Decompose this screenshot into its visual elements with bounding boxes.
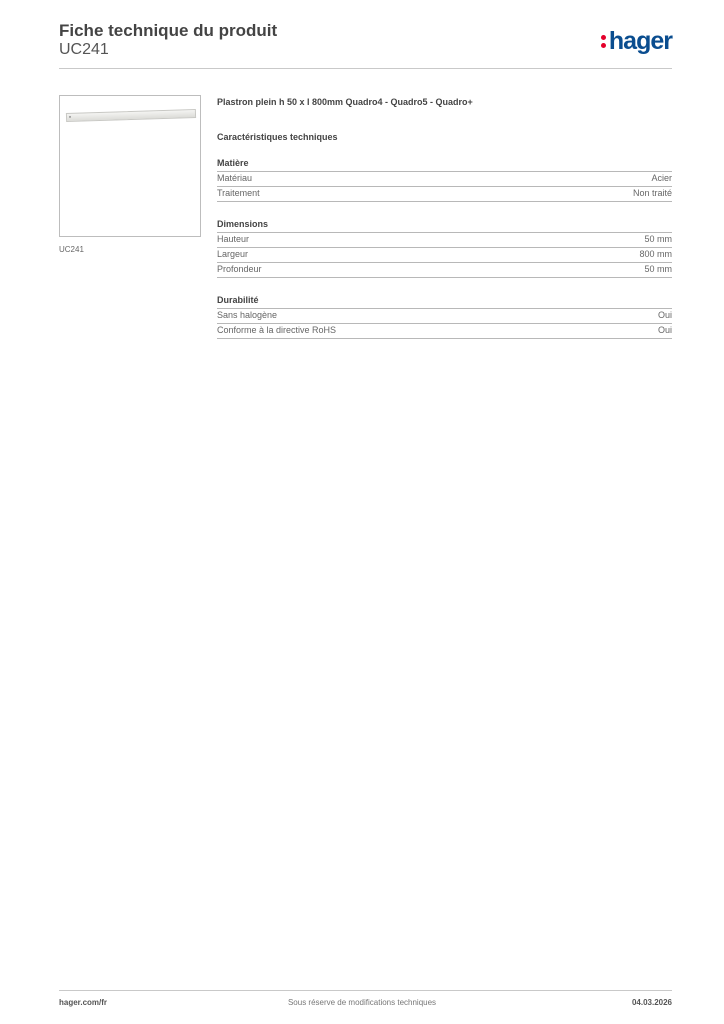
front-plate-picture: [66, 109, 196, 122]
logo-text: hager: [608, 27, 672, 55]
spec-label: Hauteur: [217, 234, 250, 244]
page-title: Fiche technique du produit: [59, 21, 278, 40]
spec-value: Acier: [651, 173, 672, 183]
spec-group-dimensions: [217, 219, 672, 278]
spec-value: 50 mm: [644, 234, 672, 244]
spec-row: [217, 263, 672, 278]
spec-value: 50 mm: [644, 264, 672, 274]
image-caption: UC241: [59, 245, 84, 254]
header-divider: [59, 68, 672, 69]
spec-row: [217, 248, 672, 263]
product-title: Plastron plein h 50 x l 800mm Quadro4 - Quadro5 - Quadro+: [217, 97, 473, 107]
spec-value: Oui: [657, 325, 672, 335]
specs-heading: Caractéristiques techniques: [217, 132, 338, 142]
spec-group-durability: [217, 295, 672, 339]
spec-value: Oui: [657, 310, 672, 320]
spec-label: Largeur: [217, 249, 249, 259]
logo-colon-mark: [601, 32, 607, 50]
spec-label: Profondeur: [217, 264, 262, 274]
spec-label: Conforme à la directive RoHS: [217, 325, 337, 335]
spec-value: Non traité: [632, 188, 672, 198]
spec-row: [217, 187, 672, 202]
spec-group-title: Matière: [217, 158, 672, 172]
spec-label: Matériau: [217, 173, 253, 183]
spec-label: Traitement: [217, 188, 260, 198]
spec-row: [217, 324, 672, 339]
footer-date: 04.03.2026: [631, 998, 672, 1007]
spec-group-title: Dimensions: [217, 219, 672, 233]
spec-row: [217, 172, 672, 187]
footer-divider: [59, 990, 672, 991]
product-image: [59, 95, 201, 237]
spec-group-title: Durabilité: [217, 295, 672, 309]
product-details: [217, 96, 672, 339]
product-code: UC241: [59, 41, 109, 58]
spec-row: [217, 309, 672, 324]
hager-logo: [601, 27, 672, 55]
spec-label: Sans halogène: [217, 310, 278, 320]
spec-value: 800 mm: [639, 249, 672, 259]
spec-row: [217, 233, 672, 248]
footer-disclaimer: Sous réserve de modifications techniques: [287, 998, 437, 1007]
footer-website-link[interactable]: hager.com/fr: [59, 998, 108, 1007]
spec-group-material: [217, 158, 672, 202]
